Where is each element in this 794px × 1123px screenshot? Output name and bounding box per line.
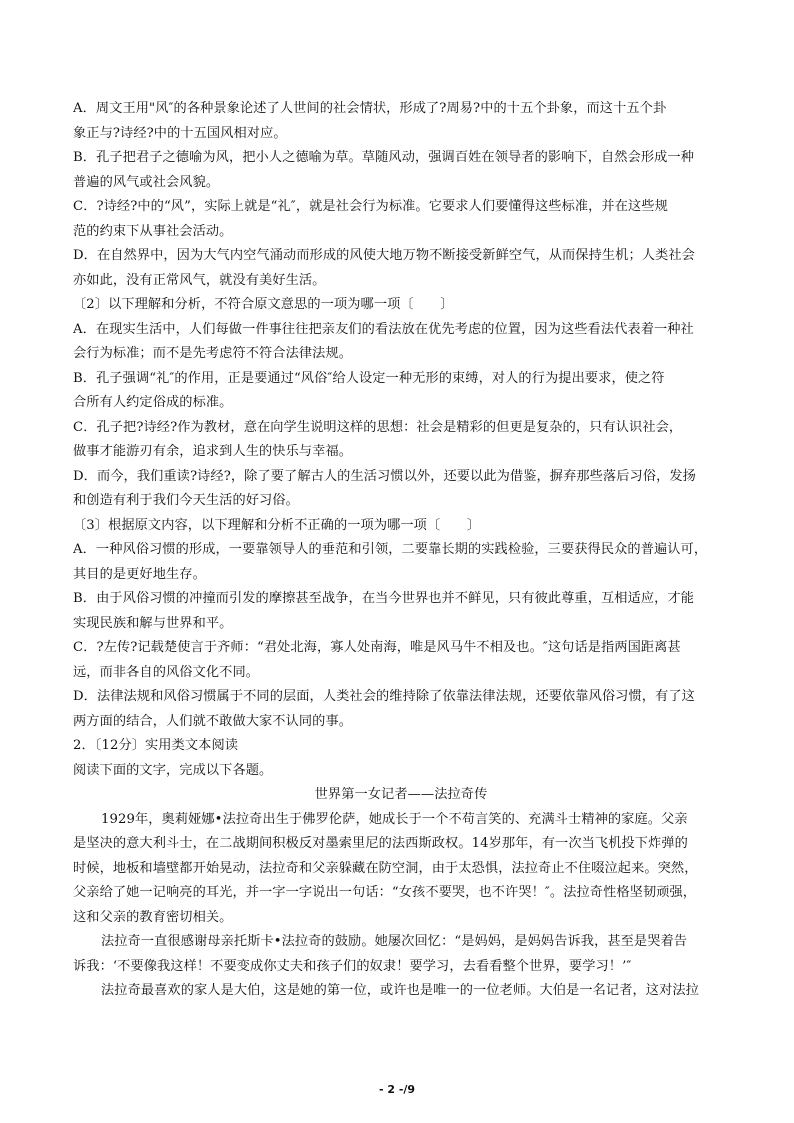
paragraph-line: 诉我：‘不要像我这样！不要变成你丈夫和孩子们的奴隶！要学习，去看看整个世界，要学习！’″ bbox=[73, 958, 632, 974]
section-heading: 2．〔12分〕实用类文本阅读 bbox=[73, 738, 239, 753]
text-line: B．由于风俗习惯的冲撞而引发的摩擦甚至战争，在当今世界也并不鲜见，只有彼此尊重，互相适应，才能 bbox=[73, 591, 695, 606]
text-line: 合所有人约定俗成的标准。 bbox=[73, 395, 233, 410]
text-line: 实现民族和解与世界和平。 bbox=[73, 615, 233, 631]
question-line: 〔3〕根据原文内容，以下理解和分析不正确的一项为哪一项〔 〕 bbox=[73, 517, 481, 533]
text-line: D．而今，我们重读?诗经?，除了要了解古人的生活习惯以外，还要以此为借鉴，摒弃那些落后习俗，发扬 bbox=[73, 468, 696, 484]
paragraph-line: 时候，地板和墙壁都开始晃动，法拉奇和父亲躲藏在防空洞，由于太恐惧，法拉奇止不住啜泣起来。突然， bbox=[73, 860, 698, 876]
text-line: C．?左传?记载楚使言于齐师：“君处北海，寡人处南海，唯是风马牛不相及也。″这句话是指两国距离甚 bbox=[73, 640, 681, 655]
question-line: 〔2〕以下理解和分析，不符合原文意思的一项为哪一项〔 〕 bbox=[73, 297, 454, 312]
text-line: D．在自然界中，因为大气内空气涌动而形成的风使大地万物不断接受新鲜空气，从而保持生机；人类社会 bbox=[73, 248, 695, 263]
text-line: A．在现实生活中，人们每做一件事往往把亲友们的看法放在优先考虑的位置，因为这些看法代表着一种社 bbox=[73, 321, 694, 337]
paragraph-line: 是坚决的意大利斗士，在二战期间积极反对墨索里尼的法西斯政权。14岁那年，有一次当飞机投下炸弹的 bbox=[73, 836, 688, 851]
text-line: 范的约束下从事社会活动。 bbox=[73, 223, 233, 239]
paragraph-line: 法拉奇最喜欢的家人是大伯，这是她的第一位，或许也是唯一的一位老师。大伯是一名记者，这对法拉 bbox=[101, 983, 699, 998]
document-body bbox=[73, 97, 729, 1004]
text-line: B．孔子强调“礼″的作用，正是要通过“风俗″给人设定一种无形的束缚，对人的行为提出要求，使之符 bbox=[73, 370, 665, 386]
paragraph-line: 法拉奇一直很感谢母亲托斯卡•法拉奇的鼓励。她屡次回忆：“是妈妈，是妈妈告诉我，甚至是哭着告 bbox=[101, 934, 688, 949]
text-line: A．一种风俗习惯的形成，一要靠领导人的垂范和引领，二要靠长期的实践检验，三要获得民众的普遍认可， bbox=[73, 542, 708, 557]
text-line: 其目的是更好地生存。 bbox=[73, 566, 206, 582]
paragraph-line: 这和父亲的教育密切相关。 bbox=[73, 909, 233, 925]
text-line: 普遍的风气或社会风貌。 bbox=[73, 174, 220, 190]
text-line: B．孔子把君子之德喻为风，把小人之德喻为草。草随风动，强调百姓在领导者的影响下，自然会形成一种 bbox=[73, 150, 695, 165]
text-line: A．周文王用"风″的各种景象论述了人世间的社会情状，形成了?周易?中的十五个卦象，而这十五个卦 bbox=[73, 101, 667, 116]
text-line: C．?诗经?中的“风”，实际上就是“礼″，就是社会行为标准。它要求人们要懂得这些标准，并在这些规 bbox=[73, 199, 668, 214]
article-title: 世界第一女记者——法拉奇传 bbox=[314, 787, 488, 802]
page-number: - 2 -/9 bbox=[378, 1083, 416, 1096]
text-line: C．孔子把?诗经?作为教材，意在向学生说明这样的思想：社会是精彩的但更是复杂的，只有认识社会， bbox=[73, 419, 683, 435]
text-line: 和创造有利于我们今天生活的好习俗。 bbox=[73, 493, 299, 508]
text-line: 远，而非各自的风俗文化不同。 bbox=[73, 664, 260, 680]
text-line: 做事才能游刃有余，追求到人生的快乐与幸福。 bbox=[73, 444, 353, 459]
text-line: 象正与?诗经?中的十五国风相对应。 bbox=[73, 125, 287, 141]
instruction-line: 阅读下面的文字，完成以下各题。 bbox=[73, 762, 273, 778]
text-line: 会行为标准；而不是先考虑符不符合法律法规。 bbox=[73, 346, 353, 361]
text-line: 两方面的结合，人们就不敢做大家不认同的事。 bbox=[73, 713, 353, 729]
text-line: D．法律法规和风俗习惯属于不同的层面，人类社会的维持除了依靠法律法规，还要依靠风俗习惯，有了这 bbox=[73, 689, 695, 704]
paragraph-line: 父亲给了她一记响亮的耳光，并一字一字说出一句话：“女孩不要哭，也不许哭！″。法拉奇性格坚韧顽强， bbox=[73, 885, 697, 900]
paragraph-line: 1929年，奥莉娅娜•法拉奇出生于佛罗伦萨，她成长于一个不苟言笑的、充满斗士精神的家庭。父亲 bbox=[101, 811, 688, 827]
text-line: 亦如此，没有正常风气，就没有美好生活。 bbox=[73, 272, 326, 288]
